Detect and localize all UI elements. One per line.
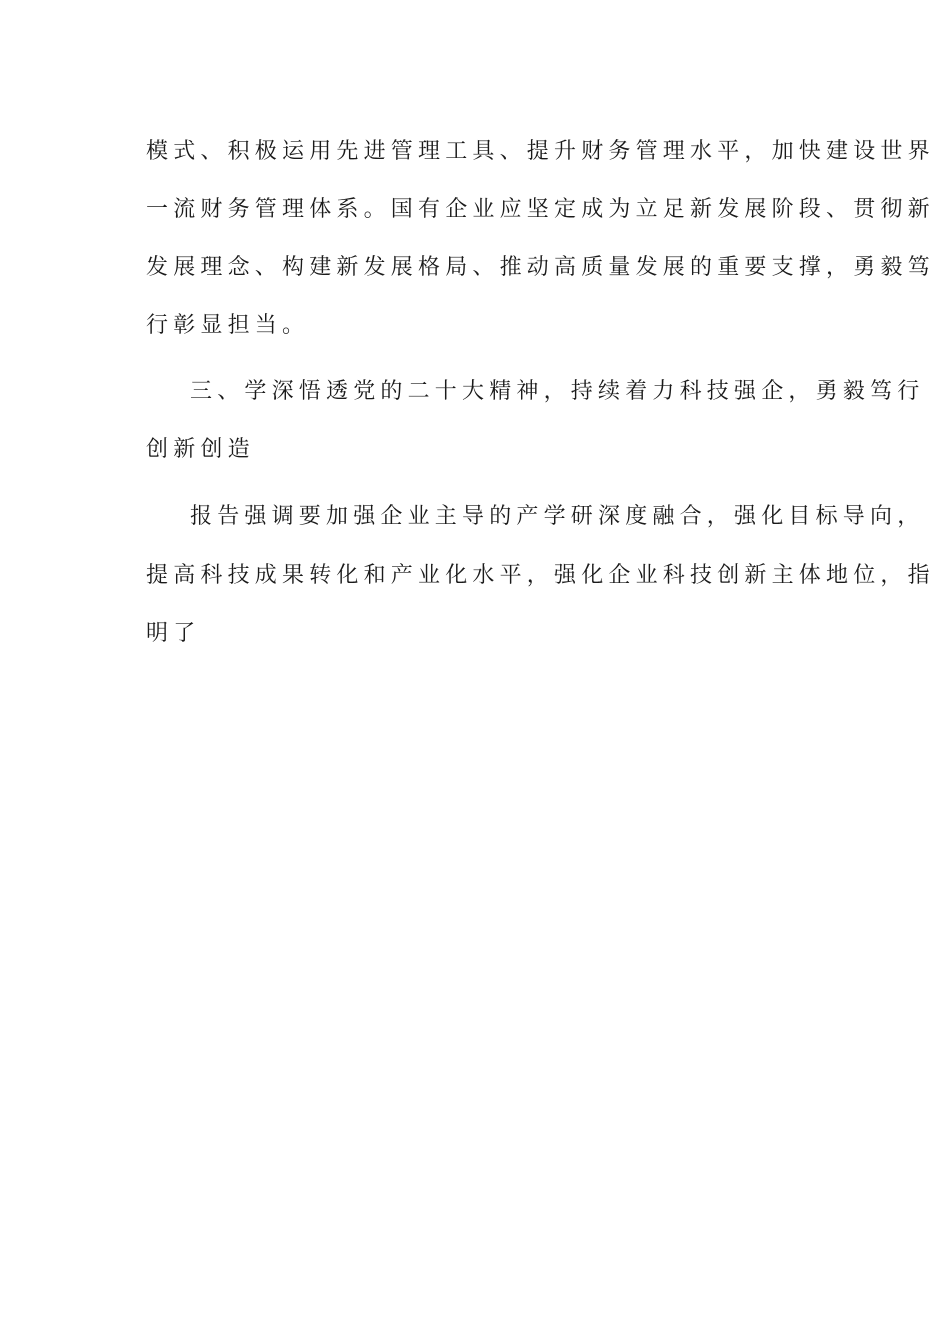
paragraph-line: 提高科技成果转化和产业化水平，强化企业科技创新主体地位，指	[146, 563, 935, 588]
paragraph-line: 行彰显担当。	[146, 313, 310, 338]
paragraph-line: 一流财务管理体系。国有企业应坚定成为立足新发展阶段、贯彻新	[146, 197, 935, 222]
paragraph-line: 发展理念、构建新发展格局、推动高质量发展的重要支撑，勇毅笃	[146, 255, 935, 280]
paragraph-line: 报告强调要加强企业主导的产学研深度融合，强化目标导向，	[190, 504, 925, 529]
paragraph-line: 模式、积极运用先进管理工具、提升财务管理水平，加快建设世界	[146, 139, 935, 164]
section-heading-line: 三、学深悟透党的二十大精神，持续着力科技强企，勇毅笃行	[190, 379, 925, 404]
paragraph-line: 明了	[146, 621, 201, 646]
section-heading-line: 创新创造	[146, 437, 255, 462]
